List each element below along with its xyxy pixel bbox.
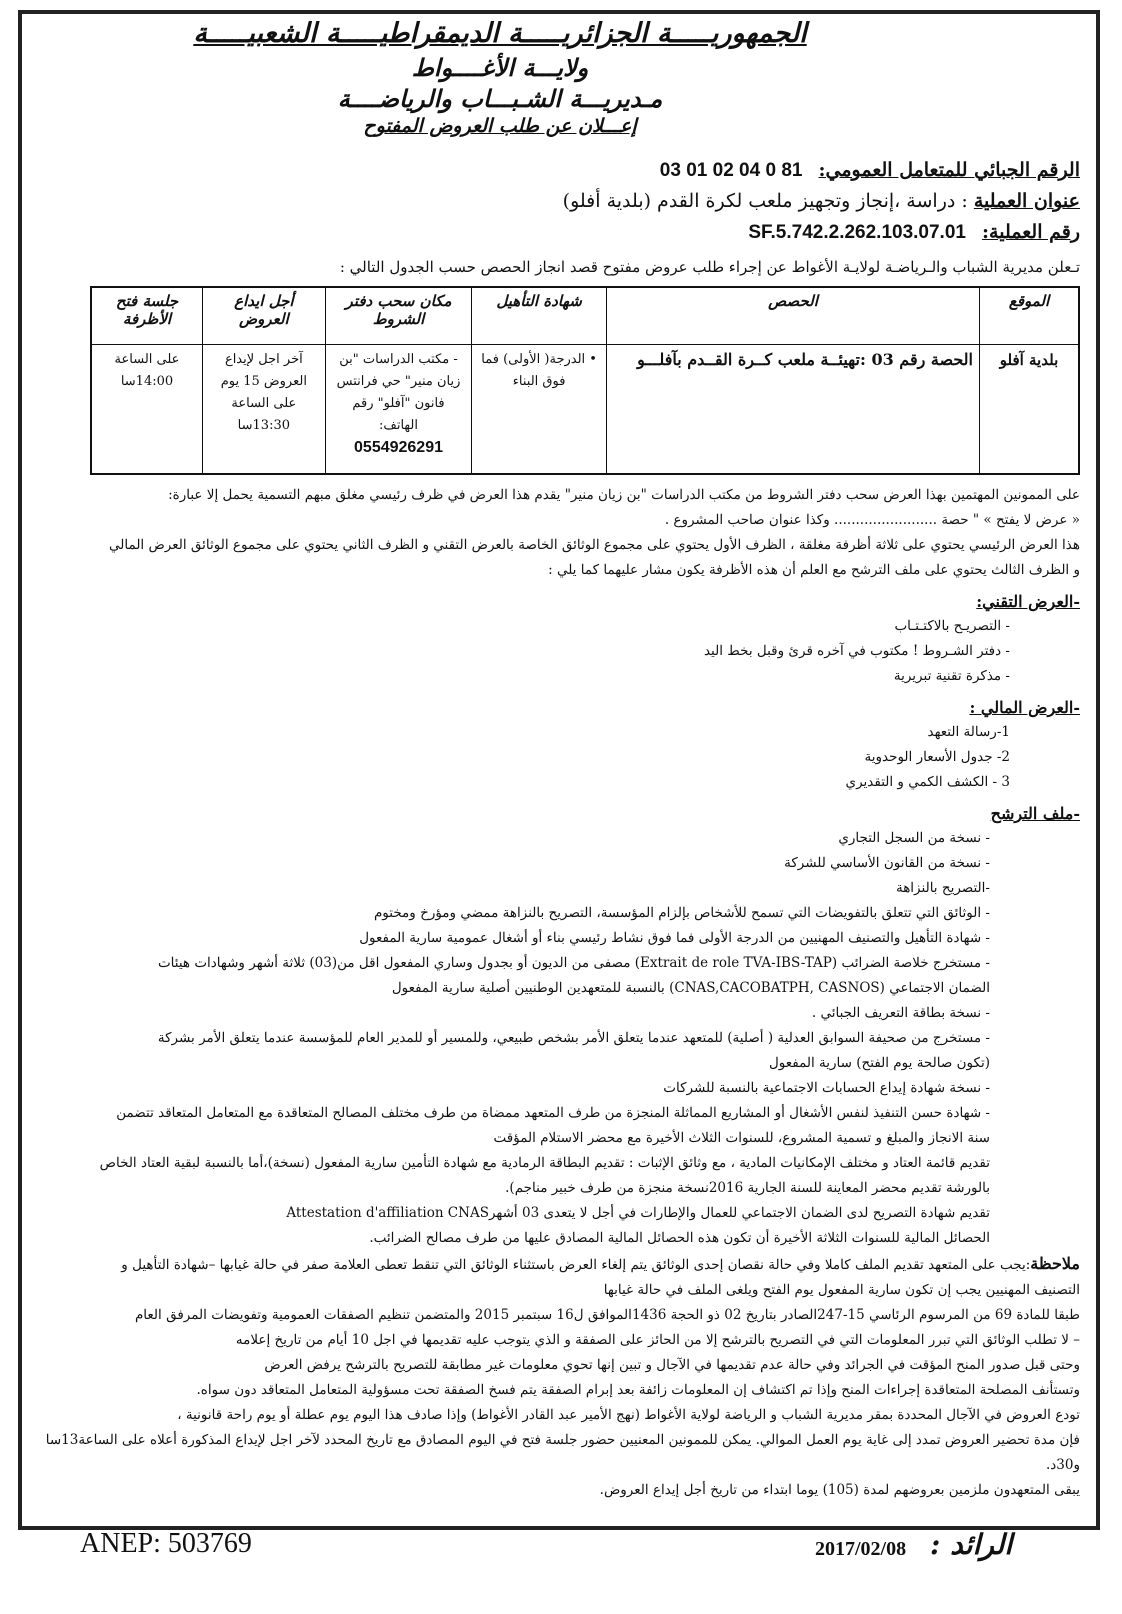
- financial-offer-title: -العرض المالي :: [969, 698, 1080, 717]
- journal-name: الرائد :: [930, 1528, 1013, 1561]
- footer: [0, 1528, 1122, 1578]
- header: [40, 18, 1080, 137]
- closing-line: طبقا للمادة 69 من المرسوم الرئاسي 15-247الصادر بتاريخ 02 ذو الحجة 1436الموافق ل16 سبتمبر 2015 والمتضمن تنظيم الصفقات العمومية وتفويضات المرفق العام: [134, 1307, 1080, 1323]
- closing-line: يبقى المتعهدون ملزمين بعروضهم لمدة (105) يوما ابتداء من تاريخ أجل إيداع العروض.: [599, 1482, 1080, 1498]
- note-label: ملاحظة: [1030, 1254, 1080, 1273]
- paragraph-2: « عرض لا يفتح » " حصة ........................ وكذا عنوان صاحب المشروع .: [664, 512, 1080, 528]
- anep-number: ANEP: 503769: [80, 1528, 252, 1559]
- cand-item: - شهادة التأهيل والتصنيف المهنيين من الدرجة الأولى فما فوق نشاط رئيسي بناء أو أشغال عمومية سارية المفعول: [359, 930, 990, 946]
- publication-date: 2017/02/08: [815, 1538, 907, 1560]
- cand-item: - نسخة من القانون الأساسي للشركة: [784, 855, 990, 871]
- lots-table: [90, 286, 1080, 475]
- td-deposit: آخر اجل لإيداع العروض 15 يوم على الساعة 13:30سا: [202, 345, 325, 475]
- header-republic: الجمهوريـــــة الجزائريـــــة الديمقراطيـــــة الشعبيـــــة: [193, 18, 807, 49]
- header-title: إعـــلان عن طلب العروض المفتوح: [363, 115, 637, 137]
- tech-item: - مذكرة تقنية تبريرية: [893, 668, 1010, 684]
- nif-value: 81 0 04 02 01 03: [659, 160, 803, 181]
- operation-label: عنوان العملية: [973, 190, 1080, 212]
- operation-meta: [40, 155, 1080, 248]
- td-place: [325, 345, 472, 475]
- header-wilaya: ولايـــة الأغــــواط: [411, 53, 589, 82]
- th-qualification: شهادة التأهيل: [472, 287, 607, 345]
- closing-line: – لا تطلب الوثائق التي تبرر المعلومات التي في التصريح بالترشح إلا من الحائز على الصفقة و الذي يتوجب عليه تقديمها في اجل 10 أيام من تاريخ إعلامه: [235, 1332, 1080, 1348]
- cand-item: - نسخة من السجل التجاري: [838, 830, 990, 846]
- fin-item: 1-رسالة التعهد: [927, 724, 1010, 740]
- th-opening: جلسة فتح الأظرفة: [91, 287, 202, 345]
- place-text: - مكتب الدراسات "بن زيان منير" حي فرانتس فانون "آفلو" رقم الهاتف:: [336, 352, 461, 433]
- td-qualification: • الدرجة( الأولى) فما فوق البناء: [472, 345, 607, 475]
- note: [40, 1251, 1080, 1278]
- closing-line: وحتى قبل صدور المنح المؤقت في الجرائد وفي حالة عدم تقديمها في الآجال و تبين إنها تحوي معلومات غير مطابقة للتصريح بالترشح يرفض العرض: [264, 1357, 1080, 1373]
- operation-number-label: رقم العملية:: [982, 221, 1080, 243]
- header-directorate: مـديريـــة الشـبـــاب والرياضــــة: [337, 84, 663, 113]
- cand-item: -التصريح بالنزاهة: [895, 880, 990, 896]
- cand-item: - شهادة حسن التنفيذ لنفس الأشغال أو المشاريع المماثلة المنجزة من طرف المتعهد ممضاة من طرف مختلف المصالح المتعاقدة مع المتعامل المتعاقد تتضمن: [116, 1105, 990, 1121]
- phone-number: 0554926291: [354, 439, 443, 456]
- cand-item: سنة الانجاز والمبلغ و تسمية المشروع، للسنوات الثلاث الأخيرة مع محضر الاستلام المؤقت: [493, 1130, 990, 1146]
- cand-item: - نسخة بطاقة التعريف الجبائي .: [811, 1005, 990, 1021]
- td-opening: على الساعة 14:00سا: [91, 345, 202, 475]
- cand-item: الضمان الاجتماعي (CNAS,CACOBATPH, CASNOS) بالنسبة للمتعهدين الوطنيين أصلية سارية المفعول: [391, 980, 990, 996]
- technical-offer-title: -العرض التقني:: [976, 592, 1080, 611]
- closing-line: التصنيف المهنيين يجب إن تكون سارية المفعول يوم الفتح ويلغى الملف في حالة غيابها: [603, 1282, 1080, 1298]
- cand-item: الحصائل المالية للسنوات الثلاثة الأخيرة أن تكون هذه الحصائل المالية المصادق عليها من طرف مصالح الضرائب.: [369, 1230, 990, 1246]
- closing-line: وتستأنف المصلحة المتعاقدة إجراءات المنح وإذا تم اكتشاف إن المعلومات زائفة بعد إبرام الصفقة يتم فسخ الصفقة تحت مسؤولية المتعامل المتعاقد دون سواه.: [196, 1382, 1080, 1398]
- tech-item: - التصريـح بالاكتـتـاب: [894, 618, 1010, 634]
- announcement-body: [40, 483, 1080, 1503]
- cand-item: (تكون صالحة يوم الفتح) سارية المفعول: [768, 1055, 990, 1071]
- paragraph-1: على الممونين المهتمين بهذا العرض سحب دفتر الشروط من مكتب الدراسات "بن زيان منير" يقدم هذا العرض في ظرف رئيسي مغلق مبهم التسمية يحمل إلا عبارة:: [168, 487, 1080, 503]
- operation-row: [40, 186, 1080, 217]
- cand-item: تقديم شهادة التصريح لدى الضمان الاجتماعي للعمال والإطارات في أجل لا يتعدى 03 أشهرAttestation d'affiliation CNAS: [286, 1205, 990, 1221]
- td-lot: الحصة رقم 03 :تهيئــة ملعب كــرة القــدم بآفلـــو: [606, 345, 979, 475]
- table-header-row: [91, 287, 1079, 345]
- table-row: [91, 345, 1079, 475]
- intro-text: تـعلن مديرية الشباب والـرياضـة لولايـة الأغواط عن إجراء طلب عروض مفتوح قصد انجاز الحصص حسب الجدول التالي :: [339, 258, 1080, 276]
- th-place: مكان سحب دفتر الشروط: [325, 287, 472, 345]
- cand-item: - الوثائق التي تتعلق بالتفويضات التي تسمح للأشخاص بإلزام المؤسسة، التصريح بالنزاهة ممضي ومؤرخ ومختوم: [373, 905, 990, 921]
- operation-value: : دراسة ،إنجاز وتجهيز ملعب لكرة القدم (بلدية أفلو): [562, 190, 968, 212]
- operation-number-value: SF.5.742.2.262.103.07.01: [748, 222, 966, 243]
- fin-item: 3 - الكشف الكمي و التقديري: [845, 774, 1010, 790]
- closing-line: فإن مدة تحضير العروض تمدد إلى غاية يوم العمل الموالي. يمكن للممونين المعنيين حضور جلسة فتح في اليوم المصادق مع تاريخ المحدد لآخر اجل لإيداع المذكورة أعلاه على الساعة13سا و30د.: [45, 1432, 1080, 1473]
- th-deposit: أجل ايداع العروض: [202, 287, 325, 345]
- cand-item: - مستخرج من صحيفة السوابق العدلية ( أصلية) للمتعهد عندما يتعلق الأمر بشخص طبيعي، وللمسير أو للمدير العام للمؤسسة عندما يتعلق الأمر بشركة: [157, 1030, 990, 1046]
- fin-item: 2- جدول الأسعار الوحدوية: [864, 749, 1010, 765]
- paragraph-4: و الظرف الثالث يحتوي على ملف الترشح مع العلم أن هذه الأظرفة يكون مشار عليهما كما يلي :: [548, 562, 1080, 578]
- announcement-page: [40, 18, 1080, 1503]
- tech-item: - دفتر الشـروط ! مكتوب في آخره قرئ وقبل بخط اليد: [703, 643, 1010, 659]
- th-site: الموقع: [980, 287, 1080, 345]
- nif-label: الرقم الجبائي للمتعامل العمومي:: [818, 159, 1080, 181]
- cand-item: تقديم قائمة العتاد و مختلف الإمكانيات المادية ، مع وثائق الإثبات : تقديم البطاقة الرمادية مع شهادة التأمين سارية المفعول (نسخة)،أما بالنسبة لبقية العتاد الخاص: [99, 1155, 990, 1171]
- cand-item: - مستخرج خلاصة الضرائب (Extrait de role TVA-IBS-TAP) مصفى من الديون أو بجدول وساري المفعول اقل من(03) ثلاثة أشهر وشهادات هيئات: [157, 955, 990, 971]
- cand-item: بالورشة تقديم محضر المعاينة للسنة الجارية 2016نسخة منجزة من طرف خبير مناجم).: [505, 1180, 990, 1196]
- paragraph-3: هذا العرض الرئيسي يحتوي على ثلاثة أظرفة مغلقة ، الظرف الأول يحتوي على مجموع الوثائق الخاصة بالعرض التقني و الظرف الثاني يحتوي على مجموع الوثائق العرض المالي: [109, 537, 1080, 553]
- operation-number-row: [40, 217, 1080, 248]
- th-lot: الحصص: [606, 287, 979, 345]
- candidacy-file-title: -ملف الترشح: [990, 804, 1080, 823]
- closing-line: تودع العروض في الآجال المحددة بمقر مديرية الشباب و الرياضة لولاية الأغواط (نهج الأمير عبد القادر الأغواط) وإذا صادف هذا اليوم يوم عطلة أو يوم راحة قانونية ،: [177, 1407, 1080, 1423]
- nif-row: [40, 155, 1080, 186]
- td-site: بلدية آفلو: [980, 345, 1080, 475]
- cand-item: - نسخة شهادة إيداع الحسابات الاجتماعية بالنسبة للشركات: [663, 1080, 990, 1096]
- note-text: :يجب على المتعهد تقديم الملف كاملا وفي حالة نقصان إحدى الوثائق يتم إلغاء العرض باستثناء الوثائق التي تنقط تعطى العلامة صفر في حالة غيابها –شهادة التأهيل و: [121, 1257, 1031, 1273]
